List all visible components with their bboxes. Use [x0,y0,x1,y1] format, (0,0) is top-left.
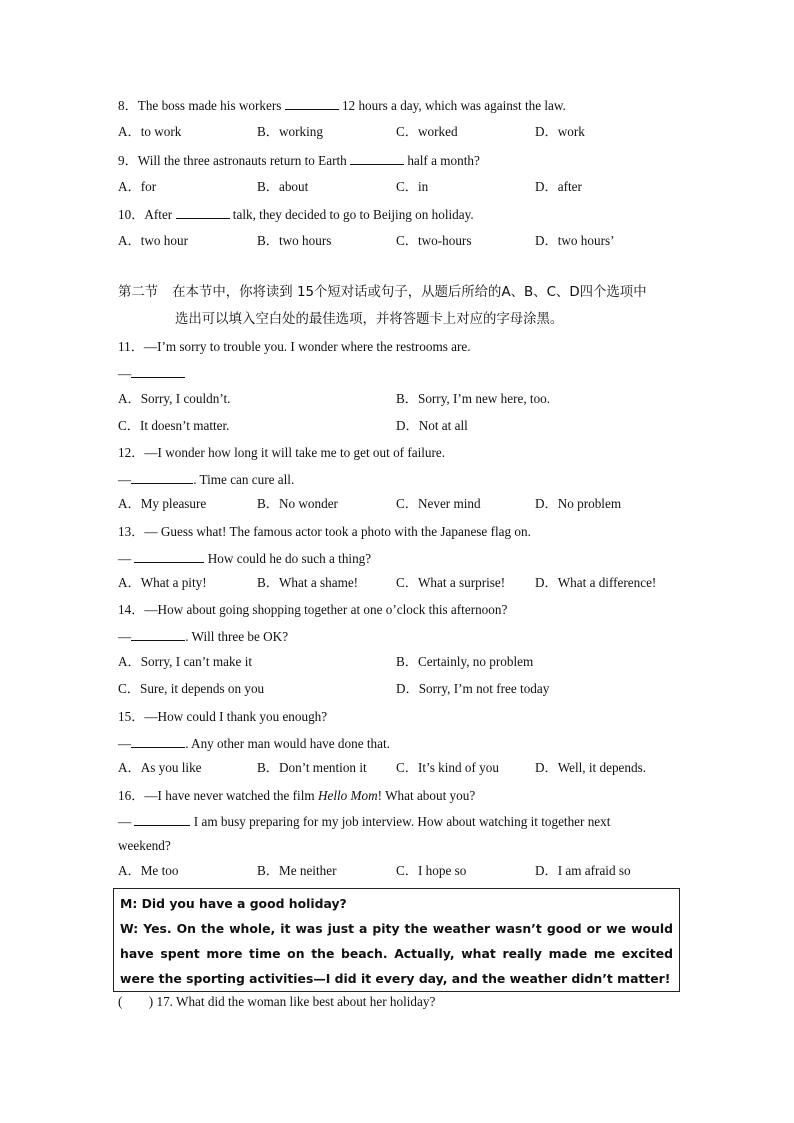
question-10-stem-post: talk, they decided to go to Beijing on holiday. [232,207,474,222]
question-11-stem: 11．—I’m sorry to trouble you. I wonder where the restrooms are. [118,339,471,354]
option-a[interactable]: A．for [118,179,157,194]
section-2-instructions [118,285,647,301]
question-10-stem-pre: 10．After [118,207,173,222]
question-11-options-row-2 [118,418,678,434]
option-a[interactable]: A．two hour [118,233,188,248]
reply-dash: — [118,736,132,751]
question-16-stem-post: ! What about you? [377,788,476,803]
reply-text: . Any other man would have done that. [185,736,390,751]
question-14-stem: 14．—How about going shopping together at one o’clock this afternoon? [118,602,508,617]
reply-text: . Will three be OK? [185,629,289,644]
answer-blank [131,365,185,378]
question-16-reply [118,810,674,858]
option-c[interactable]: C．Sure, it depends on you [118,681,265,696]
section-label: 第二节 [118,285,159,300]
answer-blank [350,152,404,165]
option-d[interactable]: D．work [535,124,585,139]
answer-blank [131,471,193,484]
option-c[interactable]: C．I hope so [396,863,467,878]
section-instructions-line-2: 选出可以填入空白处的最佳选项，并将答题卡上对应的字母涂黑。 [175,312,564,327]
question-9-stem-pre: 9．Will the three astronauts return to Earth [118,153,347,168]
option-a[interactable]: A．Me too [118,863,179,878]
section-instructions-line-1: 在本节中，你将读到 15个短对话或句子，从题后所给的A、B、C、D四个选项中 [172,285,647,300]
option-b[interactable]: B．about [257,179,309,194]
question-16-stem-pre: 16．—I have never watched the film [118,788,318,803]
option-b[interactable]: B．two hours [257,233,332,248]
question-9-options [118,179,678,195]
question-8-stem-pre: 8．The boss made his workers [118,98,282,113]
option-a[interactable]: A．Sorry, I couldn’t. [118,391,231,406]
dialogue-line-man: M: Did you have a good holiday? [120,896,347,911]
reply-text: How could he do such a thing? [207,551,372,566]
option-c[interactable]: C．It’s kind of you [396,760,499,775]
option-d[interactable]: D．Not at all [396,418,468,433]
option-d[interactable]: D．No problem [535,496,622,511]
answer-blank [131,628,185,641]
option-d[interactable]: D．Well, it depends. [535,760,647,775]
question-13-reply [118,550,371,567]
option-d[interactable]: D．Sorry, I’m not free today [396,681,550,696]
reply-dash: — [118,366,132,381]
reply-text: I am busy preparing for my job interview. How about watching it together next [193,814,611,829]
reply-dash: — [118,629,132,644]
option-a[interactable]: A．As you like [118,760,202,775]
question-12-reply [118,471,294,488]
option-b[interactable]: B．Certainly, no problem [396,654,534,669]
option-a[interactable]: A．Sorry, I can’t make it [118,654,253,669]
question-17-stem [118,994,435,1010]
option-a[interactable]: A．to work [118,124,182,139]
question-13-stem: 13．— Guess what! The famous actor took a photo with the Japanese flag on. [118,524,531,539]
option-c[interactable]: C．It doesn’t matter. [118,418,230,433]
answer-blank [285,97,339,110]
option-a[interactable]: A．What a pity! [118,575,207,590]
option-b[interactable]: B．working [257,124,323,139]
question-9-stem-post: half a month? [407,153,480,168]
option-b[interactable]: B．What a shame! [257,575,359,590]
question-8-stem-post: 12 hours a day, which was against the law. [341,98,566,113]
option-b[interactable]: B．Me neither [257,863,337,878]
answer-blank [131,735,185,748]
option-a[interactable]: A．My pleasure [118,496,207,511]
reply-dash: — [118,472,132,487]
question-14-reply [118,628,288,645]
question-11-reply [118,365,185,382]
question-11-options [118,391,678,407]
option-c[interactable]: C．Never mind [396,496,481,511]
question-10-stem [118,206,474,223]
answer-parentheses[interactable]: ( ) [118,994,154,1009]
option-b[interactable]: B．Don’t mention it [257,760,367,775]
question-14-options-row-2 [118,681,678,697]
question-14-options [118,654,678,670]
reply-dash: — [118,814,132,829]
question-9-stem [118,152,480,169]
answer-blank [134,550,204,563]
question-16-stem [118,788,475,804]
answer-blank [176,206,230,219]
option-c[interactable]: C．worked [396,124,458,139]
option-d[interactable]: D．two hours’ [535,233,615,248]
option-b[interactable]: B．No wonder [257,496,338,511]
film-title: Hello Mom [317,788,378,803]
reply-dash: — [118,551,132,566]
question-16-options [118,863,678,879]
question-13-options [118,575,678,591]
option-d[interactable]: D．after [535,179,582,194]
question-15-stem: 15．—How could I thank you enough? [118,709,328,724]
reply-text-continued: weekend? [118,838,171,853]
question-12-stem: 12．—I wonder how long it will take me to get out of failure. [118,445,446,460]
option-d[interactable]: D．I am afraid so [535,863,631,878]
answer-blank [134,813,190,826]
option-c[interactable]: C．two-hours [396,233,472,248]
question-8-options [118,124,678,140]
option-b[interactable]: B．Sorry, I’m new here, too. [396,391,551,406]
question-8-stem [118,97,566,114]
question-10-options [118,233,678,249]
question-15-reply [118,735,390,752]
option-c[interactable]: C．What a surprise! [396,575,506,590]
reply-text: . Time can cure all. [193,472,295,487]
dialogue-line-woman: W: Yes. On the whole, it was just a pity the weather wasn’t good or we would have spent more time on the beach. Actually, what really made me excited were the sporting activities—I did it every day, and the weather didn’t matter! [120,921,673,986]
question-17-text: 17. What did the woman like best about her holiday? [156,994,436,1009]
option-d[interactable]: D．What a difference! [535,575,657,590]
question-15-options [118,760,678,776]
dialogue-box [113,888,680,992]
question-12-options [118,496,678,512]
option-c[interactable]: C．in [396,179,429,194]
